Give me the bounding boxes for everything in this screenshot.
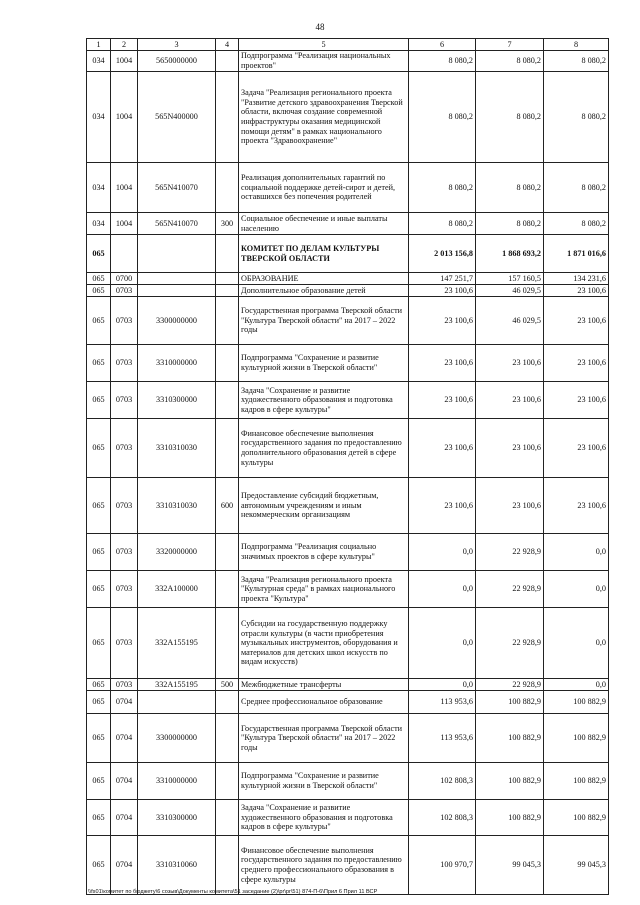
ministry-code: 065 bbox=[87, 763, 111, 800]
column-number-header: 3 bbox=[138, 39, 216, 51]
target-article-code: 3300000000 bbox=[138, 297, 216, 345]
section-code: 0703 bbox=[111, 382, 138, 419]
amount-col-6: 113 953,6 bbox=[409, 714, 476, 763]
item-name: Государственная программа Тверской области "Культура Тверской области" на 2017 – 2022 годы bbox=[239, 297, 409, 345]
table-row bbox=[87, 235, 609, 273]
section-code: 0704 bbox=[111, 691, 138, 714]
amount-col-6: 0,0 bbox=[409, 571, 476, 608]
amount-col-8: 23 100,6 bbox=[544, 285, 609, 297]
table-row bbox=[87, 691, 609, 714]
expense-type-code bbox=[216, 763, 239, 800]
ministry-code: 065 bbox=[87, 691, 111, 714]
expense-type-code bbox=[216, 345, 239, 382]
table-row bbox=[87, 163, 609, 213]
amount-col-8: 100 882,9 bbox=[544, 714, 609, 763]
amount-col-6: 23 100,6 bbox=[409, 478, 476, 534]
section-code: 1004 bbox=[111, 51, 138, 72]
amount-col-8: 8 080,2 bbox=[544, 72, 609, 163]
table-row bbox=[87, 51, 609, 72]
amount-col-6: 23 100,6 bbox=[409, 345, 476, 382]
section-code: 1004 bbox=[111, 163, 138, 213]
target-article-code bbox=[138, 285, 216, 297]
expense-type-code bbox=[216, 285, 239, 297]
amount-col-8: 0,0 bbox=[544, 679, 609, 691]
table-row bbox=[87, 608, 609, 679]
item-name: Дополнительное образование детей bbox=[239, 285, 409, 297]
target-article-code: 3310300000 bbox=[138, 800, 216, 836]
expense-type-code bbox=[216, 235, 239, 273]
target-article-code: 332A155195 bbox=[138, 679, 216, 691]
amount-col-6: 23 100,6 bbox=[409, 297, 476, 345]
item-name: Межбюджетные трансферты bbox=[239, 679, 409, 691]
expense-type-code bbox=[216, 297, 239, 345]
expense-type-code bbox=[216, 163, 239, 213]
amount-col-8: 23 100,6 bbox=[544, 478, 609, 534]
ministry-code: 065 bbox=[87, 297, 111, 345]
amount-col-8: 8 080,2 bbox=[544, 213, 609, 235]
item-name: Финансовое обеспечение выполнения государственного задания по предоставлению дополнительного образования детей в сфере культуры bbox=[239, 419, 409, 478]
item-name: Социальное обеспечение и иные выплаты населению bbox=[239, 213, 409, 235]
amount-col-7: 8 080,2 bbox=[476, 51, 544, 72]
amount-col-7: 99 045,3 bbox=[476, 836, 544, 895]
amount-col-6: 0,0 bbox=[409, 679, 476, 691]
table-row bbox=[87, 800, 609, 836]
ministry-code: 065 bbox=[87, 836, 111, 895]
expense-type-code bbox=[216, 714, 239, 763]
amount-col-6: 23 100,6 bbox=[409, 382, 476, 419]
table-row bbox=[87, 679, 609, 691]
amount-col-8: 8 080,2 bbox=[544, 163, 609, 213]
amount-col-8: 99 045,3 bbox=[544, 836, 609, 895]
expense-type-code bbox=[216, 273, 239, 285]
amount-col-7: 100 882,9 bbox=[476, 691, 544, 714]
item-name: Подпрограмма "Реализация национальных проектов" bbox=[239, 51, 409, 72]
table-row bbox=[87, 72, 609, 163]
amount-col-7: 22 928,9 bbox=[476, 571, 544, 608]
target-article-code: 5650000000 bbox=[138, 51, 216, 72]
item-name: Государственная программа Тверской области "Культура Тверской области" на 2017 – 2022 годы bbox=[239, 714, 409, 763]
ministry-code: 065 bbox=[87, 235, 111, 273]
amount-col-6: 113 953,6 bbox=[409, 691, 476, 714]
ministry-code: 065 bbox=[87, 679, 111, 691]
ministry-code: 065 bbox=[87, 714, 111, 763]
section-code: 0704 bbox=[111, 714, 138, 763]
ministry-code: 065 bbox=[87, 608, 111, 679]
amount-col-7: 8 080,2 bbox=[476, 72, 544, 163]
amount-col-6: 0,0 bbox=[409, 608, 476, 679]
table-row bbox=[87, 763, 609, 800]
amount-col-7: 46 029,5 bbox=[476, 285, 544, 297]
amount-col-7: 23 100,6 bbox=[476, 419, 544, 478]
expense-type-code bbox=[216, 419, 239, 478]
expense-type-code bbox=[216, 836, 239, 895]
amount-col-8: 0,0 bbox=[544, 571, 609, 608]
section-code: 0703 bbox=[111, 608, 138, 679]
column-number-header: 7 bbox=[476, 39, 544, 51]
expense-type-code bbox=[216, 51, 239, 72]
item-name: Финансовое обеспечение выполнения государственного задания по предоставлению среднего профессионального образования в сфере культуры bbox=[239, 836, 409, 895]
amount-col-6: 100 970,7 bbox=[409, 836, 476, 895]
amount-col-7: 22 928,9 bbox=[476, 534, 544, 571]
amount-col-7: 22 928,9 bbox=[476, 679, 544, 691]
item-name: ОБРАЗОВАНИЕ bbox=[239, 273, 409, 285]
table-row bbox=[87, 836, 609, 895]
target-article-code bbox=[138, 235, 216, 273]
amount-col-8: 23 100,6 bbox=[544, 345, 609, 382]
amount-col-8: 0,0 bbox=[544, 608, 609, 679]
item-name: Реализация дополнительных гарантий по социальной поддержке детей-сирот и детей, оставшихся без попечения родителей bbox=[239, 163, 409, 213]
item-name: Среднее профессиональное образование bbox=[239, 691, 409, 714]
item-name: Предоставление субсидий бюджетным, автономным учреждениям и иным некоммерческим организациям bbox=[239, 478, 409, 534]
expense-type-code bbox=[216, 72, 239, 163]
amount-col-8: 23 100,6 bbox=[544, 419, 609, 478]
target-article-code: 3310310030 bbox=[138, 419, 216, 478]
column-number-header: 5 bbox=[239, 39, 409, 51]
amount-col-7: 22 928,9 bbox=[476, 608, 544, 679]
expense-type-code bbox=[216, 608, 239, 679]
ministry-code: 065 bbox=[87, 273, 111, 285]
section-code: 0703 bbox=[111, 297, 138, 345]
amount-col-7: 46 029,5 bbox=[476, 297, 544, 345]
table-row bbox=[87, 213, 609, 235]
target-article-code: 332A100000 bbox=[138, 571, 216, 608]
section-code: 1004 bbox=[111, 72, 138, 163]
ministry-code: 065 bbox=[87, 285, 111, 297]
item-name: Субсидии на государственную поддержку отрасли культуры (в части приобретения музыкальных инструментов, оборудования и материалов для детских школ искусств по видам искусств) bbox=[239, 608, 409, 679]
table-row bbox=[87, 534, 609, 571]
column-number-header: 6 bbox=[409, 39, 476, 51]
amount-col-7: 1 868 693,2 bbox=[476, 235, 544, 273]
amount-col-7: 100 882,9 bbox=[476, 800, 544, 836]
item-name: Подпрограмма "Сохранение и развитие культурной жизни в Тверской области" bbox=[239, 345, 409, 382]
amount-col-8: 1 871 016,6 bbox=[544, 235, 609, 273]
ministry-code: 034 bbox=[87, 163, 111, 213]
amount-col-7: 157 160,5 bbox=[476, 273, 544, 285]
expense-type-code bbox=[216, 800, 239, 836]
amount-col-6: 102 808,3 bbox=[409, 763, 476, 800]
target-article-code: 3310310030 bbox=[138, 478, 216, 534]
amount-col-7: 8 080,2 bbox=[476, 213, 544, 235]
item-name: Подпрограмма "Сохранение и развитие культурной жизни в Тверской области" bbox=[239, 763, 409, 800]
expense-type-code bbox=[216, 382, 239, 419]
amount-col-8: 100 882,9 bbox=[544, 763, 609, 800]
column-number-header: 4 bbox=[216, 39, 239, 51]
ministry-code: 065 bbox=[87, 345, 111, 382]
amount-col-7: 8 080,2 bbox=[476, 163, 544, 213]
item-name: Задача "Сохранение и развитие художественного образования и подготовка кадров в сфере культуры" bbox=[239, 800, 409, 836]
amount-col-7: 100 882,9 bbox=[476, 763, 544, 800]
amount-col-8: 100 882,9 bbox=[544, 691, 609, 714]
ministry-code: 065 bbox=[87, 800, 111, 836]
amount-col-6: 8 080,2 bbox=[409, 51, 476, 72]
target-article-code: 565N400000 bbox=[138, 72, 216, 163]
target-article-code bbox=[138, 691, 216, 714]
expense-type-code: 600 bbox=[216, 478, 239, 534]
budget-table bbox=[86, 38, 609, 895]
target-article-code: 565N410070 bbox=[138, 163, 216, 213]
expense-type-code: 500 bbox=[216, 679, 239, 691]
amount-col-8: 23 100,6 bbox=[544, 297, 609, 345]
target-article-code: 3310300000 bbox=[138, 382, 216, 419]
item-name: КОМИТЕТ ПО ДЕЛАМ КУЛЬТУРЫ ТВЕРСКОЙ ОБЛАСТИ bbox=[239, 235, 409, 273]
amount-col-8: 23 100,6 bbox=[544, 382, 609, 419]
item-name: Подпрограмма "Реализация социально значимых проектов в сфере культуры" bbox=[239, 534, 409, 571]
ministry-code: 034 bbox=[87, 51, 111, 72]
table-row bbox=[87, 382, 609, 419]
amount-col-6: 23 100,6 bbox=[409, 419, 476, 478]
ministry-code: 034 bbox=[87, 213, 111, 235]
target-article-code: 3320000000 bbox=[138, 534, 216, 571]
amount-col-6: 147 251,7 bbox=[409, 273, 476, 285]
amount-col-6: 2 013 156,8 bbox=[409, 235, 476, 273]
amount-col-6: 23 100,6 bbox=[409, 285, 476, 297]
section-code: 0703 bbox=[111, 345, 138, 382]
expense-type-code bbox=[216, 691, 239, 714]
table-header-row bbox=[87, 39, 609, 51]
table-row bbox=[87, 714, 609, 763]
footer-file-path: \\fs01\комитет по бюджету\6 созыв\Документы комитета\51 заседание (2)\pr\pr\51) 874-П-6\Прил 6 Прил 11 ВСР bbox=[88, 889, 378, 895]
ministry-code: 065 bbox=[87, 571, 111, 608]
table-row bbox=[87, 345, 609, 382]
section-code: 0703 bbox=[111, 679, 138, 691]
section-code bbox=[111, 235, 138, 273]
ministry-code: 065 bbox=[87, 478, 111, 534]
section-code: 0703 bbox=[111, 419, 138, 478]
page-number: 48 bbox=[315, 22, 325, 32]
amount-col-8: 8 080,2 bbox=[544, 51, 609, 72]
expense-type-code: 300 bbox=[216, 213, 239, 235]
table-row bbox=[87, 285, 609, 297]
expense-type-code bbox=[216, 571, 239, 608]
ministry-code: 034 bbox=[87, 72, 111, 163]
table-row bbox=[87, 273, 609, 285]
amount-col-7: 23 100,6 bbox=[476, 382, 544, 419]
amount-col-7: 23 100,6 bbox=[476, 345, 544, 382]
amount-col-7: 100 882,9 bbox=[476, 714, 544, 763]
item-name: Задача "Реализация регионального проекта "Культурная среда" в рамках национального проекта "Культура" bbox=[239, 571, 409, 608]
table-row bbox=[87, 571, 609, 608]
section-code: 0704 bbox=[111, 800, 138, 836]
target-article-code: 565N410070 bbox=[138, 213, 216, 235]
table-row bbox=[87, 419, 609, 478]
ministry-code: 065 bbox=[87, 419, 111, 478]
section-code: 0703 bbox=[111, 571, 138, 608]
amount-col-6: 8 080,2 bbox=[409, 72, 476, 163]
amount-col-6: 8 080,2 bbox=[409, 163, 476, 213]
column-number-header: 1 bbox=[87, 39, 111, 51]
amount-col-6: 0,0 bbox=[409, 534, 476, 571]
section-code: 0704 bbox=[111, 763, 138, 800]
target-article-code: 3310310060 bbox=[138, 836, 216, 895]
column-number-header: 8 bbox=[544, 39, 609, 51]
amount-col-8: 134 231,6 bbox=[544, 273, 609, 285]
target-article-code bbox=[138, 273, 216, 285]
amount-col-8: 100 882,9 bbox=[544, 800, 609, 836]
section-code: 1004 bbox=[111, 213, 138, 235]
amount-col-6: 102 808,3 bbox=[409, 800, 476, 836]
amount-col-6: 8 080,2 bbox=[409, 213, 476, 235]
amount-col-8: 0,0 bbox=[544, 534, 609, 571]
table-row bbox=[87, 478, 609, 534]
target-article-code: 3300000000 bbox=[138, 714, 216, 763]
item-name: Задача "Реализация регионального проекта "Развитие детского здравоохранения Тверской области, включая создание современной инфраструктуры оказания медицинской помощи детям" в рамках национального проекта "Здравоохранение" bbox=[239, 72, 409, 163]
table-row bbox=[87, 297, 609, 345]
item-name: Задача "Сохранение и развитие художественного образования и подготовка кадров в сфере культуры" bbox=[239, 382, 409, 419]
target-article-code: 3310000000 bbox=[138, 763, 216, 800]
target-article-code: 332A155195 bbox=[138, 608, 216, 679]
ministry-code: 065 bbox=[87, 534, 111, 571]
expense-type-code bbox=[216, 534, 239, 571]
section-code: 0704 bbox=[111, 836, 138, 895]
target-article-code: 3310000000 bbox=[138, 345, 216, 382]
section-code: 0703 bbox=[111, 534, 138, 571]
column-number-header: 2 bbox=[111, 39, 138, 51]
section-code: 0700 bbox=[111, 273, 138, 285]
ministry-code: 065 bbox=[87, 382, 111, 419]
section-code: 0703 bbox=[111, 478, 138, 534]
section-code: 0703 bbox=[111, 285, 138, 297]
amount-col-7: 23 100,6 bbox=[476, 478, 544, 534]
